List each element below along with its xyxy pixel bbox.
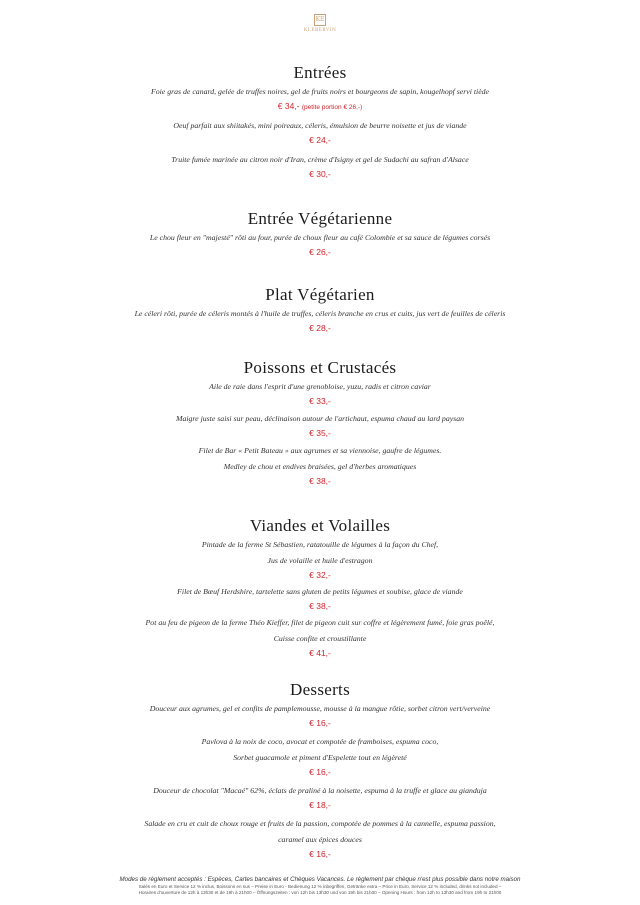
dish-description: Aile de raie dans l'esprit d'une grenobloise, yuzu, radis et citron caviar [209,382,431,391]
dish-price: € 32,- [309,570,331,580]
dish-description: Le céleri rôti, purée de céleris montés à l'huile de truffes, céleris branche en crus et cuits, jus vert de feuilles de céleris [134,309,506,318]
dish-description: Truite fumée marinée au citron noir d'Iran, crème d'Isigny et gel de Sudachi au safran d'Alsace [171,155,469,164]
logo-monogram: KE [314,14,326,26]
dish-price: € 38,- [309,476,331,486]
section-entrees [0,62,640,180]
dish-description: Pintade de la ferme St Sébastien, ratatouille de légumes à la façon du Chef, [201,540,439,549]
dish-description-line2: caramel aux épices douces [278,835,362,844]
section-poissons [0,357,640,487]
dish-description: Oeuf parfait aux shiitakés, mini poireaux, céleris, émulsion de beurre noisette et jus de viande [173,121,467,130]
dish-description: Maigre juste saisi sur peau, déclinaison autour de l'artichaut, espuma chaud au lard paysan [175,414,465,423]
dish-price: € 16,- [309,767,331,777]
section-title: Entrée Végétarienne [247,209,393,228]
section-plat-vegetarien [0,284,640,334]
dish-price: € 33,- [309,396,331,406]
dish-description-line2: Cuisse confite et croustillante [273,634,367,643]
dish-description: Douceur de chocolat "Macaé" 62%, éclats de praliné à la noisette, espuma à la truffe et glace au gianduja [153,786,487,795]
pricing-service-note: Salés en Euro et Service 12 % inclus, Boissons en sus – Preise in Euro - Bedienung 12 % inbegriffen, Getränke extra – Price in Euro, Service 12 % included, drinks not included – [138,884,502,889]
dish-description: Pavlova à la noix de coco, avocat et compotée de framboises, espuma coco, [201,737,439,746]
section-entree-vegetarienne [0,208,640,258]
dish-description: Filet de Bœuf Herdshire, tartelette sans gluten de petits légumes et soubise, glace de viande [177,587,463,596]
dish-price: € 18,- [309,800,331,810]
payment-methods-note: Modes de règlement acceptés : Espèces, Cartes bancaires et Chèques Vacances. Le règlement par chèque n'est plus possible dans notre maison [119,876,521,883]
dish-price: € 28,- [309,323,331,333]
section-title: Desserts [290,680,350,699]
logo-wordmark: KLEBERVIN [303,28,337,33]
dish-description: Filet de Bar « Petit Bateau » aux agrumes et sa viennoise, gaufre de légumes. [198,446,442,455]
section-title: Poissons et Crustacés [243,358,397,377]
dish-description: Douceur aux agrumes, gel et confits de pamplemousse, mousse à la mangue rôtie, sorbet citron vert/verveine [149,704,491,713]
footer [0,876,640,896]
section-desserts [0,679,640,860]
dish-description: Pot au feu de pigeon de la ferme Théo Kieffer, filet de pigeon cuit sur coffre et légèrement fumé, foie gras poêlé, [145,618,495,627]
price-note: (petite portion € 26,-) [301,104,363,111]
dish-description: Foie gras de canard, gelée de truffes noires, gel de fruits noirs et bourgeons de sapin, kougelhopf servi tiède [150,87,490,96]
opening-hours-note: Horaires d'ouverture de 12h à 13h30 et de 19h à 21h00 – Öffnungszeiten : von 12h bis 13h30 und von 19h bis 21h00 – Opening Hours : from 12h to 13h30 and from 19h to 21h00 [138,890,502,895]
dish-description-line2: Medley de chou et endives braisées, gel d'herbes aromatiques [223,462,417,471]
dish-price: € 34,- (petite portion € 26,-) [277,101,363,111]
dish-price: € 30,- [309,169,331,179]
dish-description: Le chou fleur en "majesté" rôti au four, purée de choux fleur au café Colombie et sa sauce de légumes corsés [149,233,491,242]
dish-price: € 41,- [309,648,331,658]
dish-price: € 35,- [309,428,331,438]
dish-price: € 16,- [309,718,331,728]
section-title: Viandes et Volailles [249,516,391,535]
dish-description-line2: Sorbet guacamole et piment d'Espelette tout en légèreté [233,753,407,762]
restaurant-logo [300,14,340,44]
dish-price: € 16,- [309,849,331,859]
section-title: Entrées [293,63,347,82]
dish-price: € 24,- [309,135,331,145]
dish-description-line2: Jus de volaille et huile d'estragon [267,556,373,565]
dish-description: Salade en cru et cuit de choux rouge et fruits de la passion, compotée de pommes à la cannelle, espuma passion, [144,819,496,828]
section-viandes [0,515,640,659]
section-title: Plat Végétarien [265,285,375,304]
dish-price: € 38,- [309,601,331,611]
dish-price: € 26,- [309,247,331,257]
